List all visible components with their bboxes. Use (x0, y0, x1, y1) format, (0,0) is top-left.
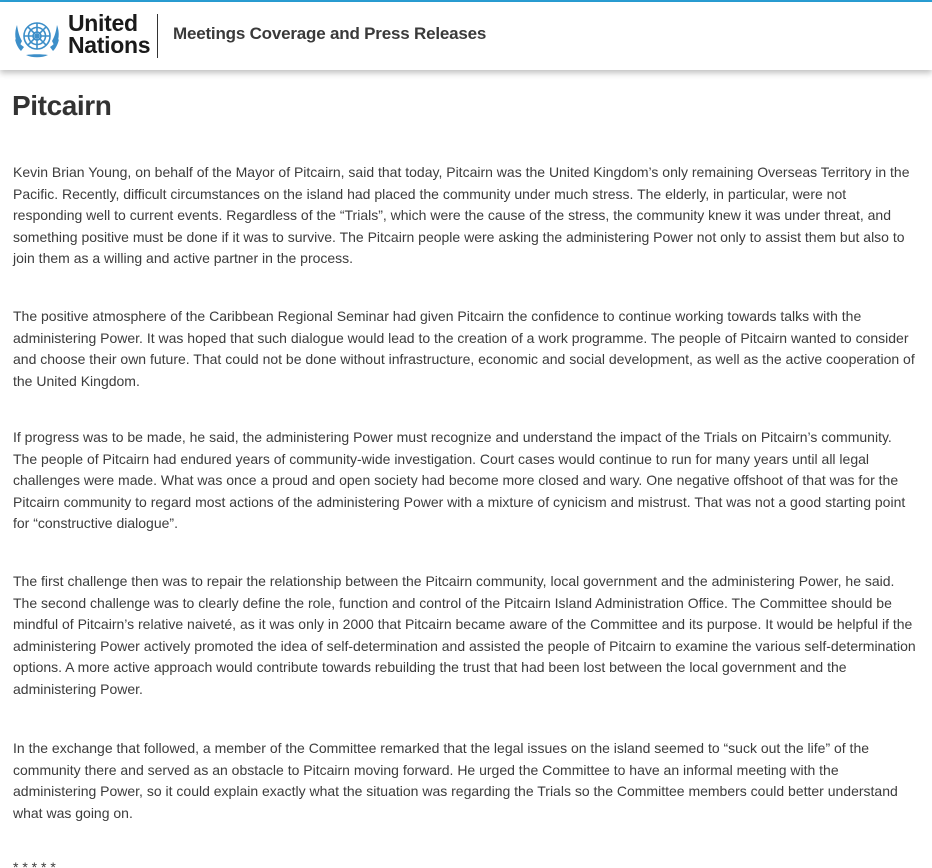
article-paragraph-3: If progress was to be made, he said, the administering Power must recognize and understand the impact of the Trials on Pitcairn’s community. The people of Pitcairn had endured years of community-wide investigation. Court cases would continue to run for many years until all legal challenges were made. What was once a proud and open society had become more closed and wary. One negative offshoot of that was for the Pitcairn community to regard most actions of the administering Power with a mixture of cynicism and mistrust. That was not a good starting point for “constructive dialogue”. (13, 429, 906, 532)
article-paragraph-5: In the exchange that followed, a member of the Committee remarked that the legal issues on the island seemed to “suck out the life” of the community there and served as an obstacle to Pitcairn moving forward. He urged the Committee to have an informal meeting with the administering Power, so it could explain exactly what the situation was regarding the Trials so the Committee members could better understand what was going on. (13, 740, 898, 821)
un-logo-wordmark[interactable] (68, 12, 150, 56)
logo-line-united: United (68, 10, 138, 36)
page-title: Pitcairn (12, 90, 112, 121)
logo-line-nations: Nations (68, 32, 151, 58)
un-emblem-icon[interactable] (12, 13, 62, 59)
article-end-mark: * * * * * (13, 859, 56, 868)
article-paragraph-2: The positive atmosphere of the Caribbean Regional Seminar had given Pitcairn the confidence to continue working towards talks with the administering Power. It was hoped that such dialogue would lead to the creation of a work programme. The people of Pitcairn wanted to consider and choose their own future. That could not be done without infrastructure, economic and social development, as well as the active cooperation of the United Kingdom. (13, 308, 915, 389)
site-header (0, 2, 932, 70)
site-title-link[interactable]: Meetings Coverage and Press Releases (173, 24, 487, 43)
article-paragraph-4: The first challenge then was to repair the relationship between the Pitcairn community, local government and the administering Power, he said. The second challenge was to clearly define the role, function and control of the Pitcairn Island Administration Office. The Committee should be mindful of Pitcairn’s relative naiveté, as it was only in 2000 that Pitcairn became aware of the Committee and its purpose. It would be helpful if the administering Power actively promoted the idea of self-determination and assisted the people of Pitcairn to examine the various self-determination options. A more active approach would contribute towards rebuilding the trust that had been lost between the local government and the administering Power. (13, 573, 916, 697)
header-divider (157, 14, 158, 58)
article-paragraph-1: Kevin Brian Young, on behalf of the Mayor of Pitcairn, said that today, Pitcairn was the United Kingdom’s only remaining Overseas Territory in the Pacific. Recently, difficult circumstances on the island had placed the community under much stress. The elderly, in particular, were not responding well to current events. Regardless of the “Trials”, which were the cause of the stress, the community knew it was under threat, and something positive must be done if it was to survive. The Pitcairn people were asking the administering Power not only to assist them but also to join them as a willing and active partner in the process. (13, 164, 910, 267)
